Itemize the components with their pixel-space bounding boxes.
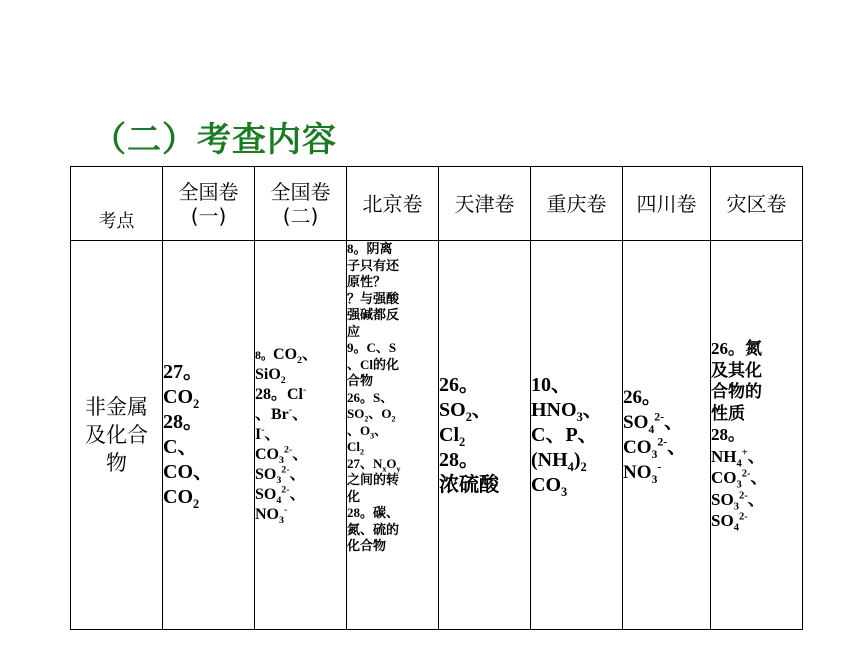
cell-line: $SO_3^{2-}$、 xyxy=(255,464,306,487)
cell-line: $SO_2$、$O_2$ xyxy=(347,406,396,424)
cell-line: $CO_2$ xyxy=(163,486,200,511)
header-national-2-line1: 全国卷 xyxy=(270,179,331,204)
header-tianjin: 天津卷 xyxy=(439,167,531,241)
cell-line: 及其化 xyxy=(711,360,762,380)
cell-line: $(NH_4)_2$ xyxy=(531,448,587,474)
cell-line: $SO_4^{2-}$、 xyxy=(623,410,684,436)
cell-line: ？与强酸 xyxy=(347,290,400,306)
cell-line: $CO_3^{2-}$、 xyxy=(255,444,309,467)
cell-line: 原性？ xyxy=(347,274,387,289)
slide-title: （二）考查内容 xyxy=(92,120,337,160)
category-line: 物 xyxy=(106,451,127,475)
cell-line: 化 xyxy=(347,488,361,504)
header-national-1-line1: 全国卷 xyxy=(178,179,239,204)
header-point: 考点 xyxy=(71,167,163,241)
cell-line: 氮、硫的 xyxy=(347,521,400,537)
header-row xyxy=(71,167,803,241)
cell-line: 之间的转 xyxy=(347,472,400,487)
cell-line: 合物 xyxy=(347,373,374,388)
header-zaiqu: 灾区卷 xyxy=(711,167,803,241)
cell-line: SiO$_2$ xyxy=(255,366,286,387)
cell-line: C、P、 xyxy=(531,423,598,446)
cell-line: 8。$CO_2$、 xyxy=(255,346,318,367)
cell-line: 强碱都反 xyxy=(347,307,400,322)
cell-line: CO、 xyxy=(163,461,213,483)
cell-line: $Cl_2$ xyxy=(347,439,365,457)
cell-line: $Cl_2$ xyxy=(439,423,466,449)
cell-line: C、 xyxy=(163,436,198,458)
cell-line: 27、$N_xO_y$ xyxy=(347,455,401,474)
header-beijing: 北京卷 xyxy=(347,167,439,241)
cell-line: 26。 xyxy=(439,373,479,396)
header-chongqing: 重庆卷 xyxy=(531,167,623,241)
cell-line: 8。阴离 xyxy=(347,241,393,256)
cell-line: 26。 xyxy=(623,387,662,408)
cell-line: $CO_3$ xyxy=(531,473,568,499)
cell-line: 9。C、S xyxy=(347,340,397,355)
cell-line: 28。碳、 xyxy=(347,505,400,520)
category-line: 及化合 xyxy=(85,423,148,447)
cell-line: $SO_4^{2-}$、 xyxy=(255,484,306,507)
national-2-cell xyxy=(255,241,347,630)
cell-line: $CO_3^{2-}$、 xyxy=(711,468,768,491)
chongqing-cell xyxy=(531,241,623,630)
cell-line: $SO_3^{2-}$、 xyxy=(711,489,765,513)
content-table xyxy=(70,166,803,630)
header-national-2-line2: (二) xyxy=(282,203,319,228)
cell-line: 、Cl的化 xyxy=(347,356,400,372)
cell-line: 10、 xyxy=(531,373,571,396)
cell-line: 性质 xyxy=(711,403,745,423)
cell-line: 28。 xyxy=(439,448,479,471)
cell-line: $SO_4^{2-}$ xyxy=(711,511,748,534)
category-cell xyxy=(71,241,163,630)
cell-line: 化合物 xyxy=(347,538,387,553)
cell-line: $CO_3^{2-}$、 xyxy=(623,435,687,461)
cell-line: 28。 xyxy=(711,425,745,445)
cell-line: $HNO_3$、 xyxy=(531,398,603,424)
cell-line: 26。S、 xyxy=(347,389,394,405)
cell-line: 26。氮 xyxy=(711,339,762,359)
category-line: 非金属 xyxy=(85,395,148,419)
cell-line: $CO_2$ xyxy=(163,386,200,411)
cell-line: $NO_3^-$ xyxy=(623,460,662,486)
cell-line: 28。Cl- xyxy=(255,384,307,403)
header-national-1 xyxy=(163,167,255,241)
header-national-1-line2: (一) xyxy=(190,203,227,228)
cell-line: 28。 xyxy=(163,411,203,433)
header-sichuan: 四川卷 xyxy=(623,167,711,241)
cell-line: 27。 xyxy=(163,361,203,383)
sichuan-cell xyxy=(623,241,711,630)
cell-line: 合物的 xyxy=(711,382,762,402)
zaiqu-cell xyxy=(711,241,803,630)
cell-line: $SO_2$、 xyxy=(439,398,492,424)
cell-line: 、$O_3$、 xyxy=(347,422,388,441)
cell-line: $NH_4^+$、 xyxy=(711,446,765,470)
cell-line: 应 xyxy=(347,323,361,339)
cell-line: $NO_3^-$ xyxy=(255,504,288,527)
table-row xyxy=(71,241,803,630)
cell-line: 浓硫酸 xyxy=(439,473,499,496)
header-national-2 xyxy=(255,167,347,241)
cell-line: 子只有还 xyxy=(347,257,400,273)
beijing-cell xyxy=(347,241,439,630)
tianjin-cell xyxy=(439,241,531,630)
cell-line: 、Br-、 xyxy=(255,404,309,423)
national-1-cell xyxy=(163,241,255,630)
cell-line: I-、 xyxy=(255,424,281,443)
